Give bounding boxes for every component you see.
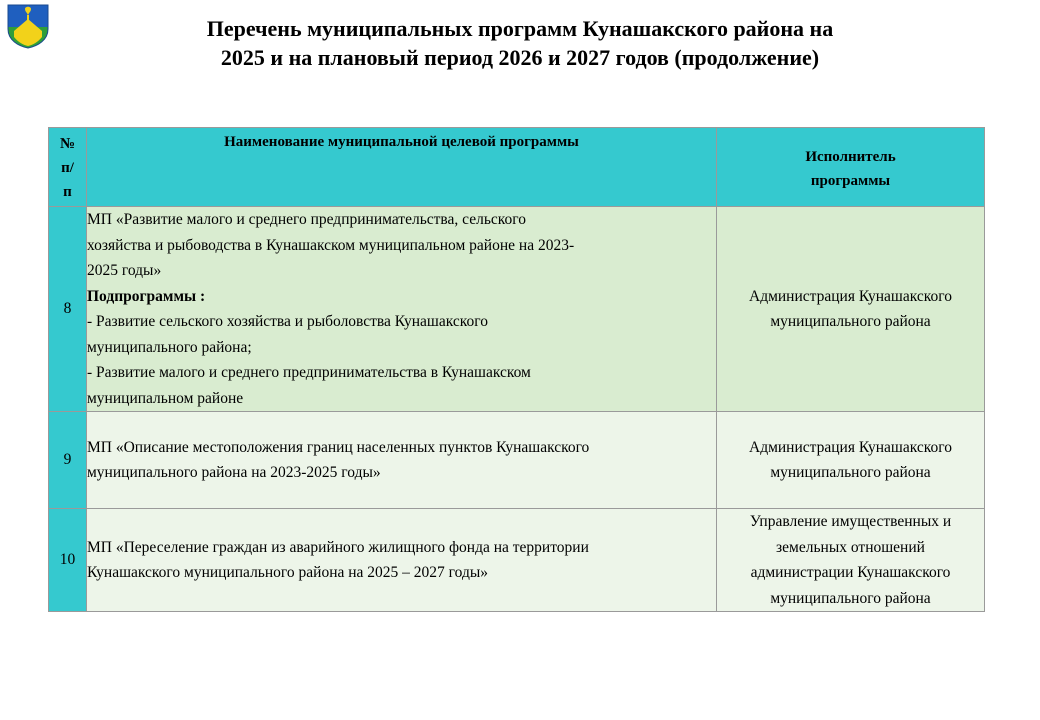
district-coat-of-arms-icon: [6, 3, 50, 49]
programs-table: [48, 127, 985, 612]
table-row: [49, 207, 985, 412]
program-executor: Администрация Кунашакского муниципального района: [717, 412, 985, 509]
row-number: 8: [49, 207, 87, 412]
table-row: [49, 412, 985, 509]
table-row: [49, 509, 985, 612]
program-name: МП «Развитие малого и среднего предпринимательства, сельского хозяйства и рыбоводства в Кунашакском муниципальном районе на 2023- 2025 годы» Подпрограммы : - Развитие сельского хозяйства и рыболовства Кунашакского муниципального района; - Развитие малого и среднего предпринимательства в Кунашакском муниципальном районе: [87, 207, 717, 412]
program-name: МП «Переселение граждан из аварийного жилищного фонда на территории Кунашакского муниципального района на 2025 – 2027 годы»: [87, 509, 717, 612]
table-header-row: [49, 128, 985, 207]
header-program-name: Наименование муниципальной целевой программы: [87, 128, 717, 207]
title-line-1: Перечень муниципальных программ Кунашакского района на: [206, 16, 834, 41]
program-name: МП «Описание местоположения границ населенных пунктов Кунашакского муниципального района на 2023-2025 годы»: [87, 412, 717, 509]
header-number: № п/ п: [49, 128, 87, 207]
page-title: [60, 14, 980, 72]
program-executor: Управление имущественных и земельных отношений администрации Кунашакского муниципального района: [717, 509, 985, 612]
header-executor: Исполнитель программы: [717, 128, 985, 207]
row-number: 9: [49, 412, 87, 509]
program-executor: Администрация Кунашакского муниципального района: [717, 207, 985, 412]
row-number: 10: [49, 509, 87, 612]
title-line-2: 2025 и на плановый период 2026 и 2027 годов (продолжение): [220, 45, 820, 70]
subprograms-heading: Подпрограммы :: [87, 287, 206, 305]
